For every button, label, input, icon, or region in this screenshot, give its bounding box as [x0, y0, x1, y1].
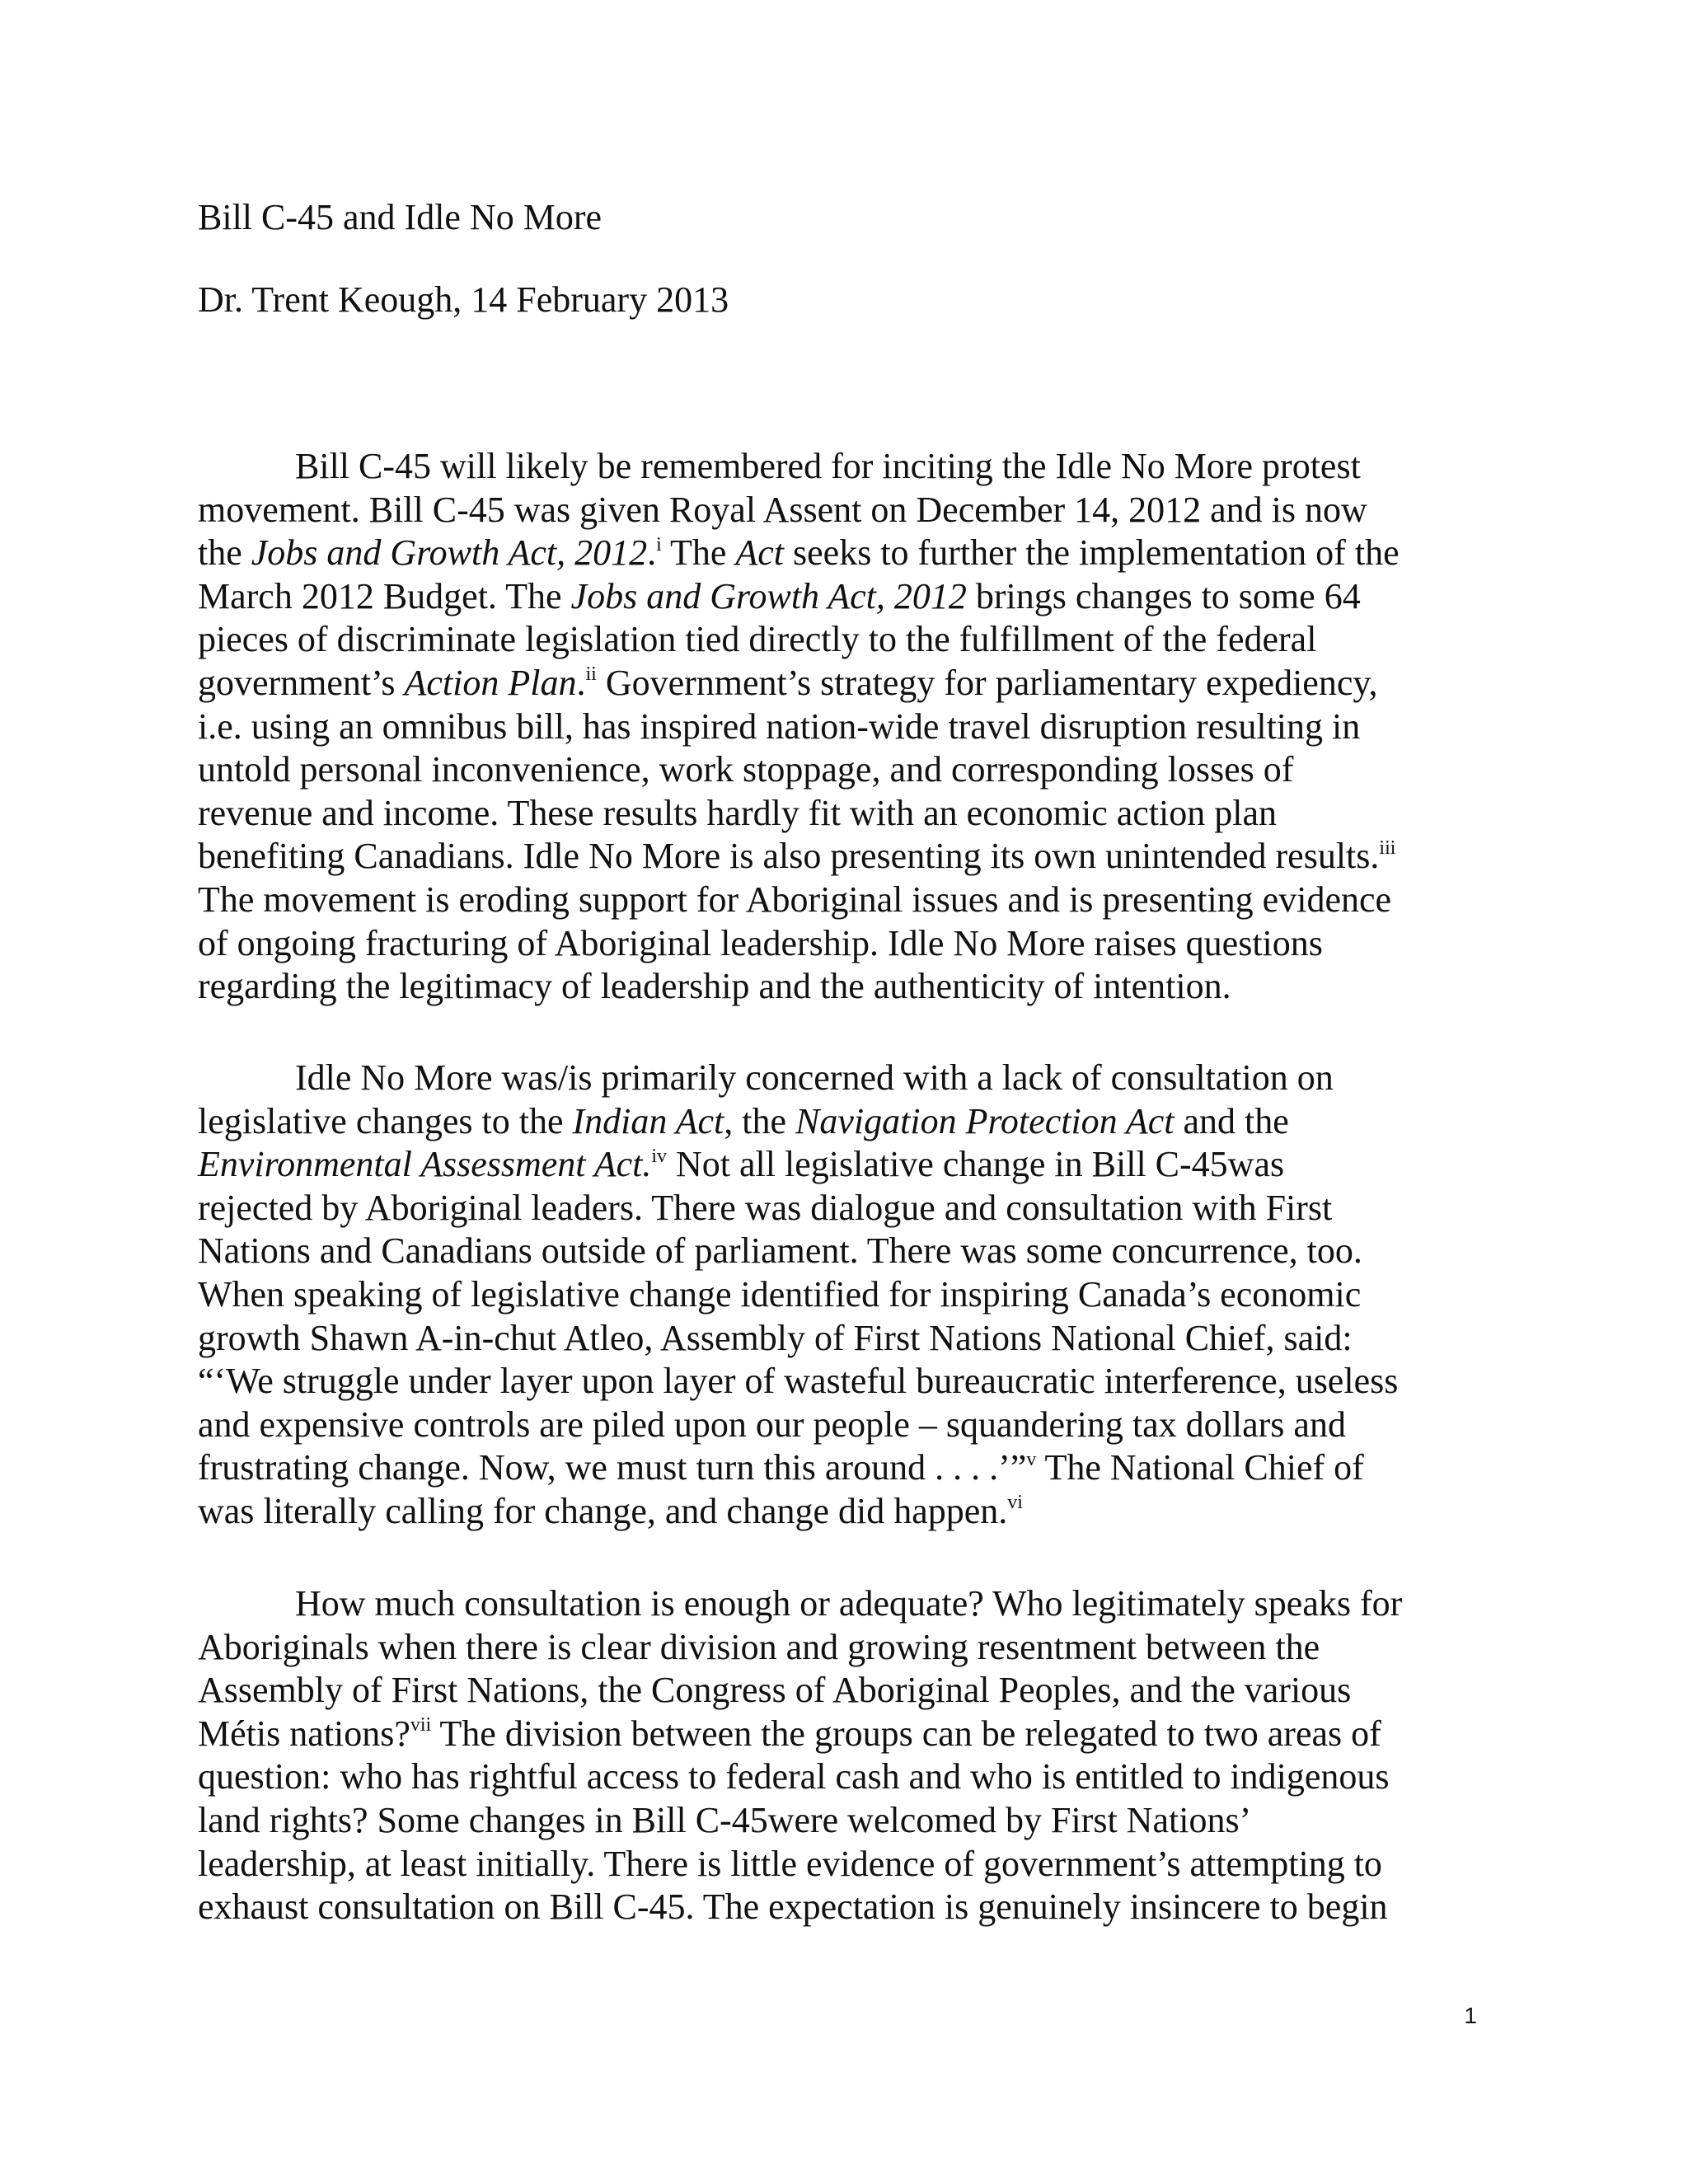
footnote-marker: vi [1007, 1492, 1023, 1514]
text-line: Métis nations?$^{vii}$ The division between the groups can be relegated to two areas of [198, 1713, 1381, 1754]
text-line: frustrating change. Now, we must turn this around . . . .’”$^v$ The National Chief of [198, 1447, 1364, 1488]
footnote-marker: vii [410, 1714, 432, 1736]
footnote-marker: i [656, 533, 662, 555]
text-line: government’s Action Plan.$^{ii}$ Government’s strategy for parliamentary expediency, [198, 662, 1378, 703]
footnote-marker: v [1026, 1448, 1037, 1470]
text-line: Nations and Canadians outside of parliament. There was some concurrence, too. [198, 1230, 1362, 1272]
italic-title: Action Plan [404, 662, 577, 703]
text-line: exhaust consultation on Bill C-45. The expectation is genuinely insincere to begin [198, 1886, 1388, 1928]
text-line: question: who has rightful access to federal cash and who is entitled to indigenous [198, 1756, 1390, 1797]
italic-title: Navigation Protection Act [795, 1100, 1175, 1141]
italic-title: Act [735, 532, 785, 574]
text-line: the Jobs and Growth Act, 2012.$^i$ The Act seeks to further the implementation of the [198, 532, 1400, 574]
text-line: of ongoing fracturing of Aboriginal leadership. Idle No More raises questions [198, 922, 1323, 963]
text-line: and expensive controls are piled upon our people – squandering tax dollars and [198, 1404, 1346, 1445]
text-line: Assembly of First Nations, the Congress of Aboriginal Peoples, and the various [198, 1670, 1352, 1711]
footnote-marker: iii [1379, 837, 1396, 859]
paragraph-3 [198, 1582, 1492, 1929]
footnote-marker: ii [585, 663, 597, 686]
text-line: movement. Bill C-45 was given Royal Assent on December 14, 2012 and is now [198, 489, 1367, 530]
text-line: March 2012 Budget. The Jobs and Growth Act, 2012 brings changes to some 64 [198, 575, 1361, 616]
italic-title: Indian Act [572, 1100, 724, 1141]
text-line: When speaking of legislative change identified for inspiring Canada’s economic [198, 1273, 1362, 1315]
text-line: Aboriginals when there is clear division and growing resentment between the [198, 1626, 1320, 1667]
text-line: How much consultation is enough or adequate? Who legitimately speaks for [295, 1583, 1403, 1624]
italic-title: Jobs and Growth Act, 2012 [570, 575, 967, 616]
text-line: benefiting Canadians. Idle No More is also presenting its own unintended results.$^{iii}$ [198, 836, 1396, 877]
page-number: 1 [1464, 2003, 1477, 2028]
text-line: pieces of discriminate legislation tied directly to the fulfillment of the federal [198, 619, 1317, 660]
text-line: regarding the legitimacy of leadership and the authenticity of intention. [198, 966, 1231, 1007]
text-line: growth Shawn A-in-chut Atleo, Assembly of First Nations National Chief, said: [198, 1317, 1353, 1358]
paragraph-2 [198, 1057, 1492, 1534]
italic-title: Environmental Assessment Act. [198, 1144, 652, 1185]
text-line: Bill C-45 will likely be remembered for inciting the Idle No More protest [295, 446, 1361, 486]
text-line: revenue and income. These results hardly fit with an economic action plan [198, 792, 1277, 833]
document-title: Bill C-45 and Idle No More [198, 197, 603, 237]
text-line: land rights? Some changes in Bill C-45were welcomed by First Nations’ [198, 1799, 1252, 1840]
text-line: i.e. using an omnibus bill, has inspired nation-wide travel disruption resulting in [198, 705, 1361, 747]
footnote-marker: iv [651, 1145, 668, 1167]
text-line: Idle No More was/is primarily concerned with a lack of consultation on [295, 1057, 1334, 1098]
text-line: untold personal inconvenience, work stoppage, and corresponding losses of [198, 749, 1294, 790]
text-line: rejected by Aboriginal leaders. There was dialogue and consultation with First [198, 1187, 1333, 1228]
document-byline: Dr. Trent Keough, 14 February 2013 [198, 279, 729, 320]
text-line: The movement is eroding support for Aboriginal issues and is presenting evidence [198, 879, 1392, 920]
text-line: leadership, at least initially. There is little evidence of government’s attempting to [198, 1843, 1382, 1884]
text-line: Environmental Assessment Act.$^{iv}$ Not all legislative change in Bill C-45was [198, 1144, 1285, 1185]
text-line: was literally calling for change, and change did happen.$^{vi}$ [198, 1490, 1023, 1531]
text-line: legislative changes to the Indian Act, the Navigation Protection Act and the [198, 1100, 1289, 1141]
italic-title: Jobs and Growth Act, 2012 [251, 532, 648, 574]
paragraph-1 [198, 445, 1492, 1009]
text-line: “‘We struggle under layer upon layer of wasteful bureaucratic interference, useless [198, 1361, 1399, 1402]
